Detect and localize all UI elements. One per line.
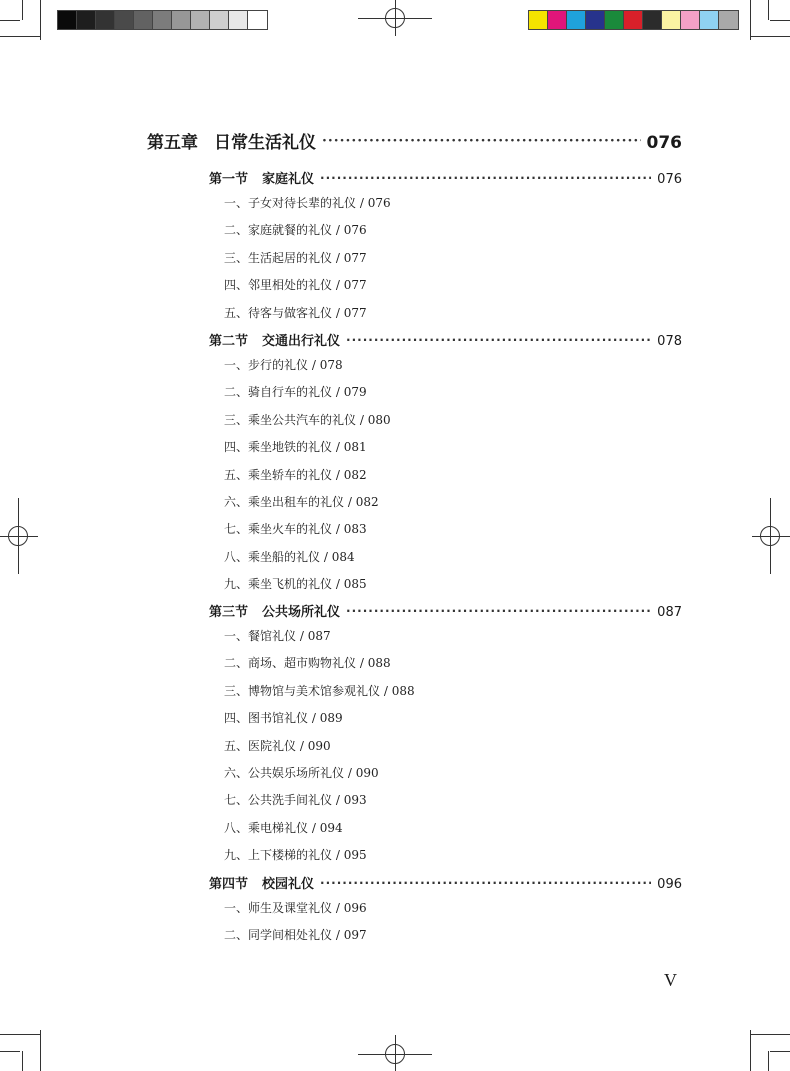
chapter-heading[interactable] <box>147 128 682 153</box>
section-title: 公共场所礼仪 <box>262 605 341 620</box>
toc-item[interactable] <box>224 466 790 483</box>
item-text: 乘电梯礼仪 / 094 <box>248 820 343 835</box>
toc-item[interactable] <box>224 899 790 916</box>
item-text: 上下楼梯的礼仪 / 095 <box>248 848 367 863</box>
gray-swatch <box>115 11 134 29</box>
color-swatch <box>643 11 662 29</box>
leader-dots <box>320 875 651 888</box>
item-text: 乘坐飞机的礼仪 / 085 <box>248 577 367 592</box>
chapter-page: 076 <box>646 133 682 153</box>
item-number: 七、 <box>224 522 249 537</box>
toc-item[interactable] <box>224 682 790 699</box>
section-page: 078 <box>657 334 682 349</box>
color-swatch <box>529 11 548 29</box>
leader-dots <box>322 131 641 148</box>
leader-dots <box>346 603 651 616</box>
item-number: 二、 <box>224 656 249 671</box>
process-color-bar <box>528 10 739 30</box>
item-text: 生活起居的礼仪 / 077 <box>248 250 367 265</box>
color-swatch <box>700 11 719 29</box>
toc-item[interactable] <box>224 548 790 565</box>
item-number: 三、 <box>224 683 249 698</box>
page-number: V <box>664 970 677 990</box>
section-title: 交通出行礼仪 <box>262 334 341 349</box>
item-text: 乘坐公共汽车的礼仪 / 080 <box>248 412 391 427</box>
item-number: 二、 <box>224 928 249 943</box>
gray-swatch <box>153 11 172 29</box>
toc-item[interactable] <box>224 575 790 592</box>
item-text: 医院礼仪 / 090 <box>248 738 331 753</box>
color-swatch <box>624 11 643 29</box>
toc-item[interactable] <box>224 249 790 266</box>
gray-swatch <box>58 11 77 29</box>
item-number: 六、 <box>224 495 249 509</box>
gray-swatch <box>248 11 267 29</box>
section-heading[interactable] <box>209 601 682 620</box>
toc-item[interactable] <box>224 304 790 321</box>
toc-item[interactable] <box>224 627 790 644</box>
item-text: 家庭就餐的礼仪 / 076 <box>248 223 367 238</box>
leader-dots <box>346 332 651 345</box>
item-text: 乘坐火车的礼仪 / 083 <box>248 522 367 537</box>
color-swatch <box>605 11 624 29</box>
gray-swatch <box>77 11 96 29</box>
toc-item[interactable] <box>224 819 790 836</box>
toc-item[interactable] <box>224 709 790 726</box>
item-number: 一、 <box>224 358 249 372</box>
toc-item[interactable] <box>224 221 790 238</box>
section-title: 家庭礼仪 <box>262 172 315 187</box>
item-text: 商场、超市购物礼仪 / 088 <box>248 656 391 671</box>
toc-item[interactable] <box>224 520 790 537</box>
item-text: 博物馆与美术馆参观礼仪 / 088 <box>248 683 415 698</box>
gray-swatch <box>134 11 153 29</box>
item-number: 一、 <box>224 629 249 643</box>
chapter-title: 日常生活礼仪 <box>214 133 316 153</box>
color-swatch <box>681 11 700 29</box>
section-number: 第二节 <box>209 334 249 349</box>
item-number: 四、 <box>224 278 249 293</box>
item-text: 图书馆礼仪 / 089 <box>248 711 343 726</box>
item-number: 九、 <box>224 577 249 592</box>
item-text: 骑自行车的礼仪 / 079 <box>248 385 367 400</box>
item-number: 四、 <box>224 440 249 455</box>
toc-item[interactable] <box>224 654 790 671</box>
toc-item[interactable] <box>224 356 790 373</box>
section-heading[interactable] <box>209 330 682 349</box>
item-number: 二、 <box>224 223 249 238</box>
section-heading[interactable] <box>209 168 682 187</box>
item-text: 公共娱乐场所礼仪 / 090 <box>248 766 379 780</box>
color-swatch <box>719 11 738 29</box>
gray-swatch <box>191 11 210 29</box>
color-swatch <box>567 11 586 29</box>
item-number: 八、 <box>224 820 249 835</box>
item-number: 一、 <box>224 901 249 915</box>
item-text: 子女对待长辈的礼仪 / 076 <box>248 196 391 210</box>
toc-item[interactable] <box>224 493 790 510</box>
gray-swatch <box>172 11 191 29</box>
toc-item[interactable] <box>224 791 790 808</box>
toc-item[interactable] <box>224 846 790 863</box>
toc-item[interactable] <box>224 764 790 781</box>
section-number: 第四节 <box>209 877 249 892</box>
grayscale-color-bar <box>57 10 268 30</box>
toc-item[interactable] <box>224 411 790 428</box>
item-text: 餐馆礼仪 / 087 <box>248 629 331 643</box>
section-number: 第三节 <box>209 605 249 620</box>
section-heading[interactable] <box>209 873 682 892</box>
toc-item[interactable] <box>224 926 790 943</box>
item-text: 师生及课堂礼仪 / 096 <box>248 901 367 915</box>
item-number: 五、 <box>224 467 249 482</box>
color-swatch <box>662 11 681 29</box>
gray-swatch <box>229 11 248 29</box>
item-text: 乘坐船的礼仪 / 084 <box>248 549 355 564</box>
item-number: 五、 <box>224 738 249 753</box>
item-number: 三、 <box>224 412 249 427</box>
toc-item[interactable] <box>224 438 790 455</box>
chapter-number: 第五章 <box>147 133 198 153</box>
gray-swatch <box>210 11 229 29</box>
section-page: 087 <box>657 605 682 620</box>
item-number: 七、 <box>224 793 249 808</box>
section-page: 096 <box>657 877 682 892</box>
leader-dots <box>320 170 651 183</box>
item-number: 五、 <box>224 305 249 320</box>
section-number: 第一节 <box>209 172 249 187</box>
item-text: 步行的礼仪 / 078 <box>248 358 343 372</box>
item-number: 八、 <box>224 549 249 564</box>
toc-item[interactable] <box>224 383 790 400</box>
item-number: 一、 <box>224 196 249 210</box>
item-number: 四、 <box>224 711 249 726</box>
toc-item[interactable] <box>224 194 790 211</box>
item-text: 邻里相处的礼仪 / 077 <box>248 278 367 293</box>
item-number: 九、 <box>224 848 249 863</box>
gray-swatch <box>96 11 115 29</box>
color-swatch <box>586 11 605 29</box>
item-text: 乘坐地铁的礼仪 / 081 <box>248 440 367 455</box>
item-text: 乘坐轿车的礼仪 / 082 <box>248 467 367 482</box>
item-text: 乘坐出租车的礼仪 / 082 <box>248 495 379 509</box>
item-number: 三、 <box>224 250 249 265</box>
item-text: 同学间相处礼仪 / 097 <box>248 928 367 943</box>
item-number: 二、 <box>224 385 249 400</box>
toc-item[interactable] <box>224 276 790 293</box>
toc-item[interactable] <box>224 737 790 754</box>
section-title: 校园礼仪 <box>262 877 315 892</box>
item-number: 六、 <box>224 766 249 780</box>
color-swatch <box>548 11 567 29</box>
section-page: 076 <box>657 172 682 187</box>
item-text: 待客与做客礼仪 / 077 <box>248 305 367 320</box>
item-text: 公共洗手间礼仪 / 093 <box>248 793 367 808</box>
